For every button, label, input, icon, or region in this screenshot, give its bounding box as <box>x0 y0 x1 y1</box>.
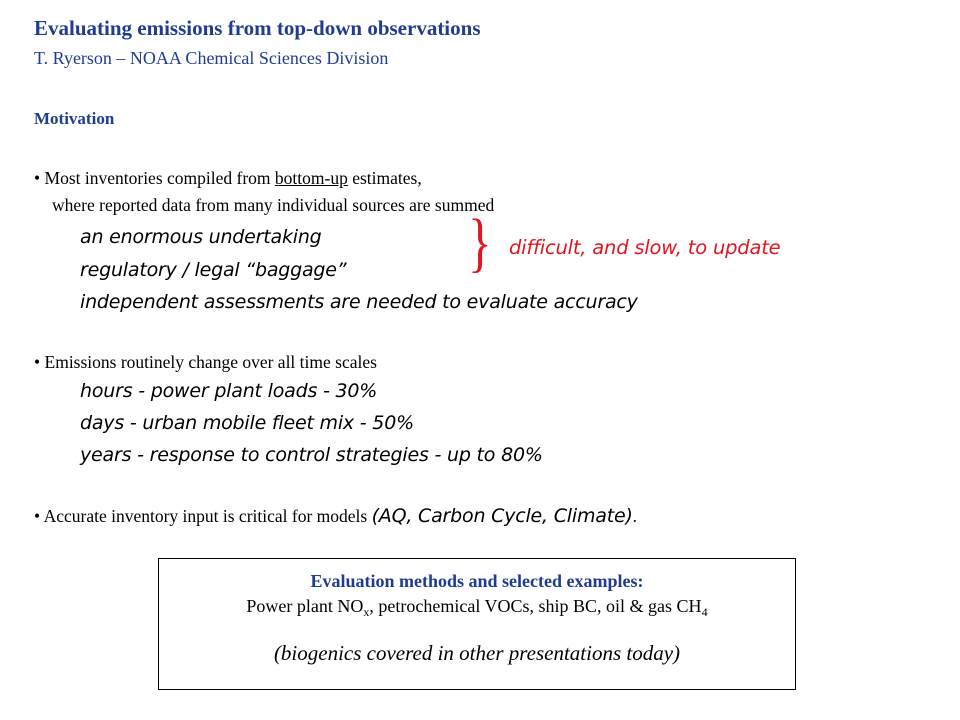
sub-item-enormous: an enormous undertaking <box>80 226 322 248</box>
box-examples-a: Power plant NO <box>246 596 364 616</box>
evaluation-box <box>158 558 796 690</box>
bullet-text-pre: Most inventories compiled from <box>44 168 275 188</box>
bullet-marker: • <box>34 168 41 188</box>
sub-item-hours: hours - power plant loads - 30% <box>80 380 378 402</box>
bullet-inventories-line2: where reported data from many individual sources are summed <box>52 195 495 215</box>
motivation-heading: Motivation <box>34 109 115 128</box>
sub-item-regulatory: regulatory / legal “baggage” <box>80 259 347 281</box>
box-note: (biogenics covered in other presentations today) <box>273 641 681 665</box>
bullet-marker: • <box>34 352 41 372</box>
bullet-text: Accurate inventory input is critical for models <box>43 506 372 526</box>
box-sub-4: 4 <box>701 605 708 619</box>
bullet-text: Emissions routinely change over all time scales <box>44 352 377 372</box>
slide-author: T. Ryerson – NOAA Chemical Sciences Division <box>34 48 389 68</box>
sub-item-days: days - urban mobile fleet mix - 50% <box>80 412 414 434</box>
box-heading: Evaluation methods and selected examples: <box>310 571 644 591</box>
bullet-text-post: estimates, <box>347 168 422 188</box>
box-examples-b: , petrochemical VOCs, ship BC, oil & gas CH <box>369 596 702 616</box>
bullet-marker: • <box>34 506 41 526</box>
bullet-inventories <box>34 168 422 189</box>
brace-icon: } <box>468 206 492 279</box>
bullet-text-underlined: bottom-up <box>274 168 348 188</box>
bullet-timescales <box>34 352 377 373</box>
sub-item-independent: independent assessments are needed to evaluate accuracy <box>80 291 638 313</box>
box-examples <box>159 596 795 617</box>
bullet-italic: (AQ, Carbon Cycle, Climate) <box>371 505 633 527</box>
bullet-end: . <box>632 506 638 526</box>
bullet-models <box>34 505 637 527</box>
brace-note: difficult, and slow, to update <box>509 236 781 259</box>
box-sub-x: x <box>363 605 370 619</box>
slide-title: Evaluating emissions from top-down observations <box>34 16 481 40</box>
sub-item-years: years - response to control strategies - up to 80% <box>80 444 543 466</box>
